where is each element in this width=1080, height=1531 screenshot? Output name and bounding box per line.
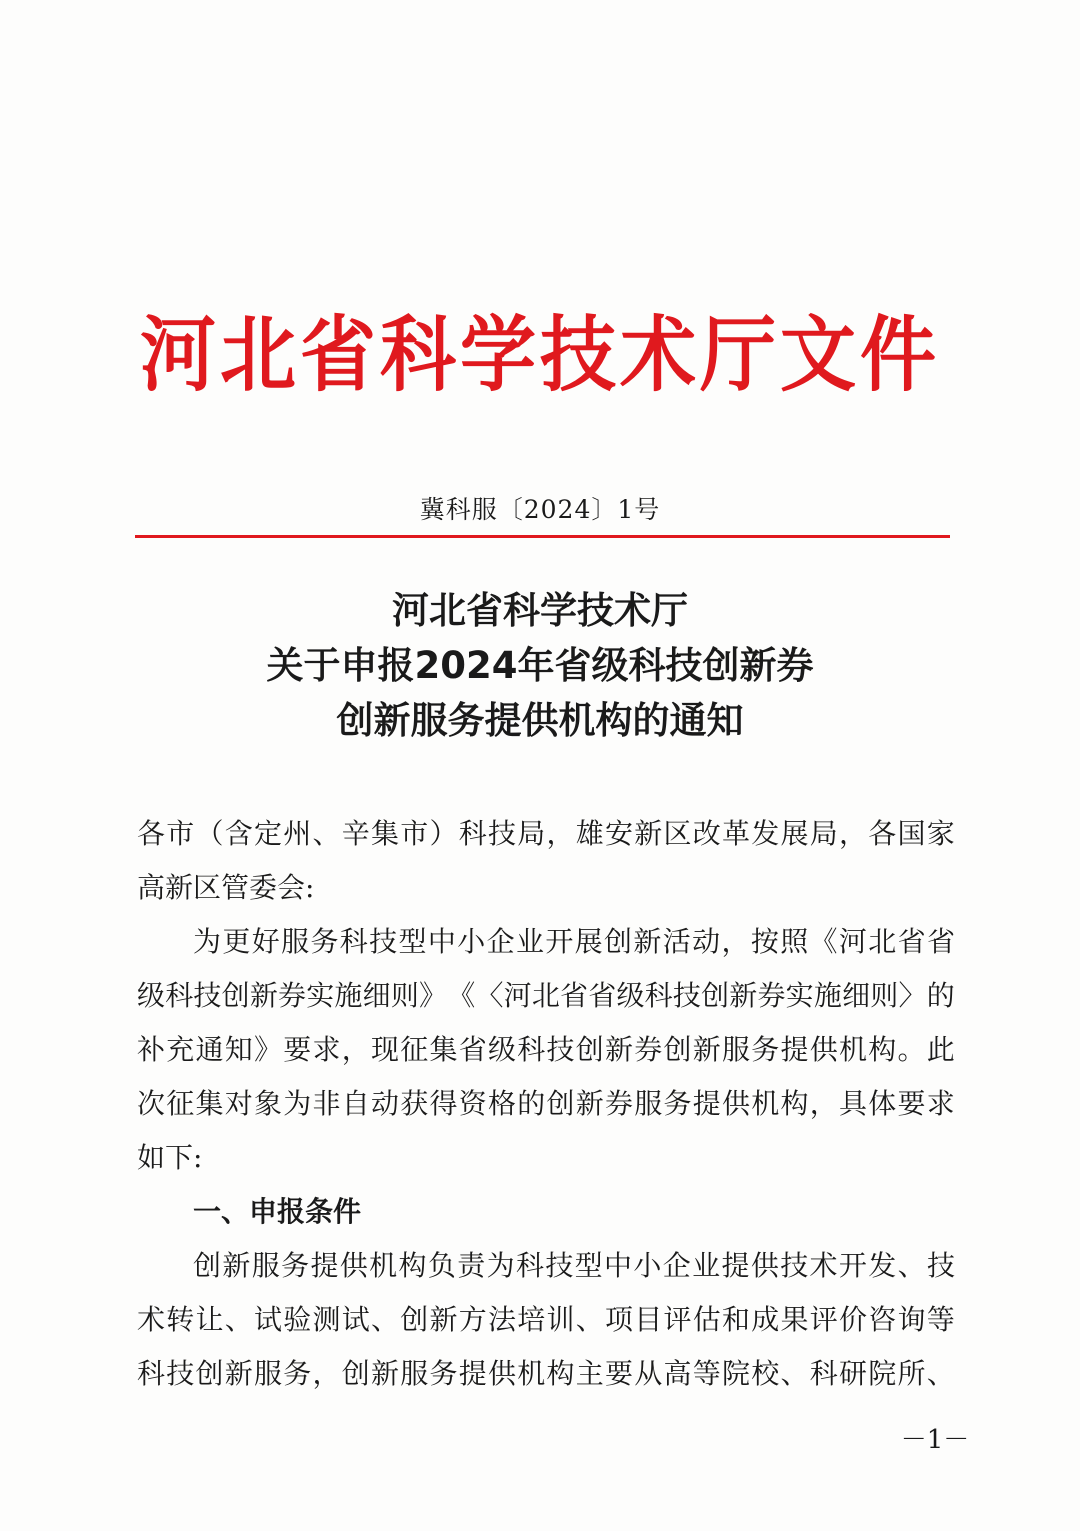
body-paragraph-line: 术 转 让 、 试 验 测 试 、 创 新 方 法 培 训 、 项 目 评 估 和 成 果 评 价 咨 询 等: [137, 1303, 955, 1336]
body-paragraph-line: 创 新 服 务 提 供 机 构 负 责 为 科 技 型 中 小 企 业 提 供 技 术 开 发 、 技: [193, 1249, 955, 1282]
title-line: 创新服务提供机构的通知: [336, 699, 744, 742]
notice-title: [0, 583, 1080, 748]
masthead-title: 河北省科学技术厅文件: [140, 306, 940, 403]
body-line-addressee-end: 高新区管委会:: [137, 871, 315, 904]
page-number: －1－: [900, 1425, 970, 1455]
document-number: 冀科服〔2024〕1号: [419, 495, 661, 524]
red-separator-rule: [135, 535, 950, 538]
section-heading: 一、申报条件: [193, 1195, 362, 1228]
title-line: 河北省科学技术厅: [392, 589, 688, 632]
body-paragraph-line: 如下:: [137, 1141, 203, 1174]
body-paragraph-line: 级 科 技 创 新 券 实 施 细 则 》 《 〈 河 北 省 省 级 科 技 创 新 券 实 施 细 则 〉 的: [137, 979, 955, 1012]
title-line: 关于申报2024年省级科技创新券: [266, 644, 814, 687]
body-paragraph-line: 次 征 集 对 象 为 非 自 动 获 得 资 格 的 创 新 券 服 务 提 供 机 构 ， 具 体 要 求: [137, 1087, 955, 1120]
body-paragraph-line: 为 更 好 服 务 科 技 型 中 小 企 业 开 展 创 新 活 动 ， 按 照 《 河 北 省 省: [193, 925, 955, 958]
body-paragraph-line: 科 技 创 新 服 务 ， 创 新 服 务 提 供 机 构 主 要 从 高 等 院 校 、 科 研 院 所 、: [137, 1357, 955, 1390]
body-line-addressee: 各 市 （ 含 定 州 、 辛 集 市 ） 科 技 局 ， 雄 安 新 区 改 革 发 展 局 ， 各 国 家: [137, 817, 955, 850]
body-paragraph-line: 补 充 通 知 》 要 求 ， 现 征 集 省 级 科 技 创 新 券 创 新 服 务 提 供 机 构 。 此: [137, 1033, 955, 1066]
notice-body: [137, 807, 955, 1401]
